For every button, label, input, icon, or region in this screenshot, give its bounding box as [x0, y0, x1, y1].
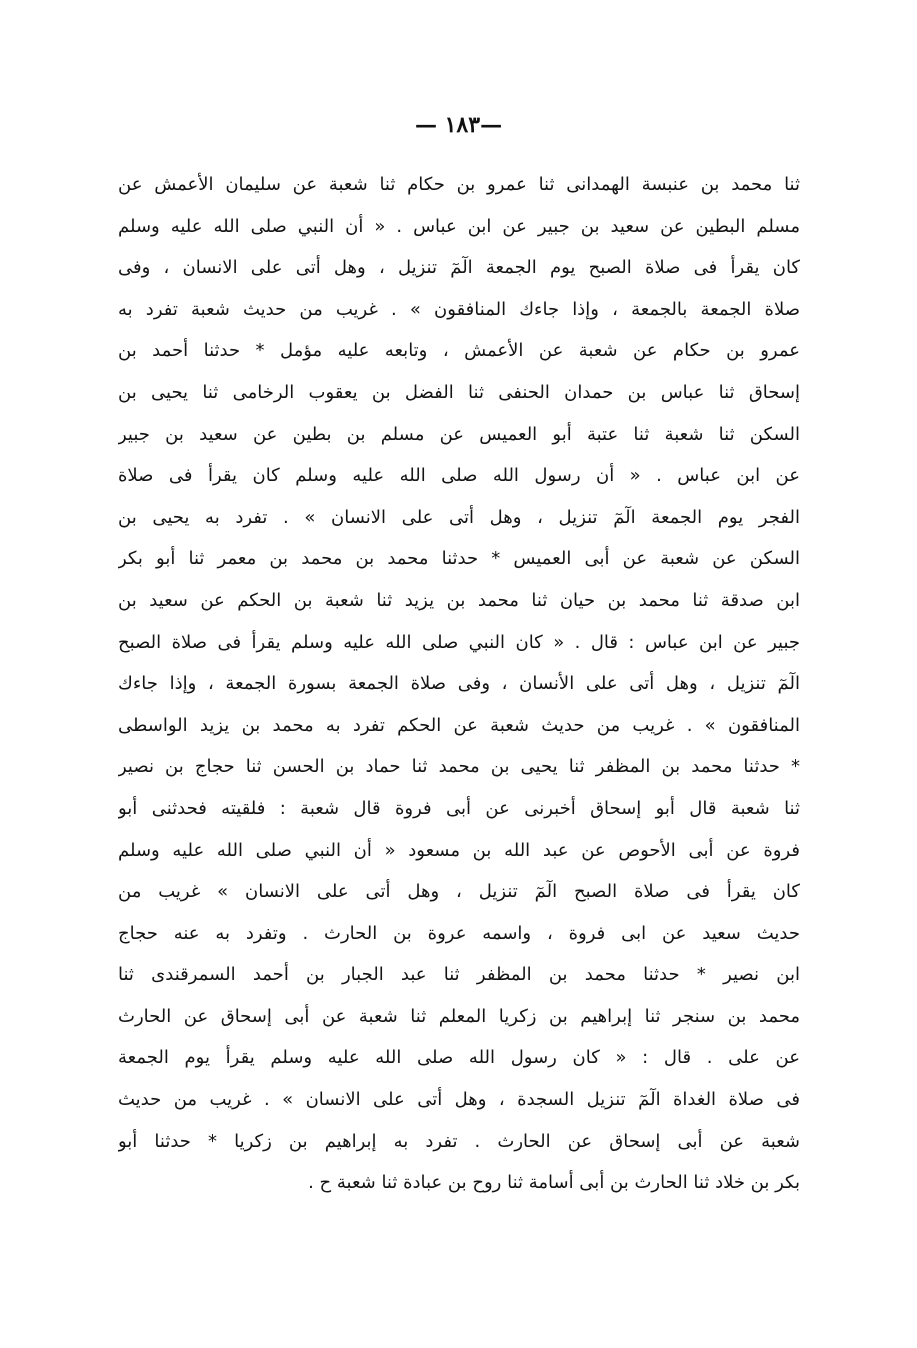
text-line: عمرو بن حكام عن شعبة عن الأعمش ، وتابعه عليه مؤمل * حدثنا أحمد بن: [118, 340, 800, 362]
text-line: * حدثنا محمد بن المظفر ثنا يحيى بن محمد ثنا حماد بن الحسن ثنا حجاج بن نصير: [118, 756, 800, 778]
text-line: ثنا محمد بن عنبسة الهمدانى ثنا عمرو بن حكام ثنا شعبة عن سليمان الأعمش عن: [118, 174, 800, 195]
text-line: بكر بن خلاد ثنا الحارث بن أبى أسامة ثنا روح بن عبادة ثنا شعبة ح .: [308, 1172, 800, 1194]
text-line: الفجر يوم الجمعة الٓمٓ تنزيل ، وهل أتى على الانسان » . تفرد به يحيى بن: [118, 506, 800, 528]
text-line: المنافقون » . غريب من حديث شعبة عن الحكم تفرد به محمد بن يزيد الواسطى: [118, 714, 800, 736]
text-line: جبير عن ابن عباس : قال . « كان النبي صلى الله عليه وسلم يقرأ فى صلاة الصبح: [118, 631, 800, 653]
text-line: شعبة عن أبى إسحاق عن الحارث . تفرد به إبراهيم بن زكريا * حدثنا أبو: [118, 1130, 800, 1152]
text-line: عن على . قال : « كان رسول الله صلى الله عليه وسلم يقرأ يوم الجمعة: [118, 1047, 800, 1069]
text-line: صلاة الجمعة بالجمعة ، وإذا جاءك المنافقون » . غريب من حديث شعبة تفرد به: [118, 298, 800, 320]
text-line: فروة عن أبى الأحوص عن عبد الله بن مسعود « أن النبي صلى الله عليه وسلم: [118, 839, 800, 861]
text-line: السكن ثنا شعبة ثنا عتبة أبو العميس عن مسلم بن بطين عن سعيد بن جبير: [118, 423, 800, 445]
text-line: ثنا شعبة قال أبو إسحاق أخبرنى عن أبى فروة قال شعبة : فلقيته فحدثنى أبو: [118, 797, 800, 819]
text-line: مسلم البطين عن سعيد بن جبير عن ابن عباس . « أن النبي صلى الله عليه وسلم: [118, 215, 800, 237]
page-number: — ١٨٣—: [414, 112, 503, 138]
text-line: حديث سعيد عن ابى فروة ، واسمه عروة بن الحارث . وتفرد به عنه حجاج: [118, 922, 800, 944]
text-line: كان يقرأ فى صلاة الصبح الٓمٓ تنزيل ، وهل أتى على الانسان » غريب من: [118, 881, 800, 903]
text-line: فى صلاة الغداة الٓمٓ تنزيل السجدة ، وهل أتى على الانسان » . غريب من حديث: [118, 1089, 800, 1111]
text-line: الٓمٓ تنزيل ، وهل أتى على الأنسان ، وفى صلاة الجمعة بسورة الجمعة ، وإذا جاءك: [118, 673, 800, 695]
text-line: السكن عن شعبة عن أبى العميس * حدثنا محمد بن محمد بن معمر ثنا أبو بكر: [118, 548, 800, 570]
body-text: [118, 164, 800, 1204]
text-line: عن ابن عباس . « أن رسول الله صلى الله عليه وسلم كان يقرأ فى صلاة: [118, 465, 800, 487]
text-line: محمد بن سنجر ثنا إبراهيم بن زكريا المعلم ثنا شعبة عن أبى إسحاق عن الحارث: [118, 1005, 800, 1027]
text-line: إسحاق ثنا عباس بن حمدان الحنفى ثنا الفضل بن يعقوب الرخامى ثنا يحيى بن: [118, 381, 800, 403]
text-line: كان يقرأ فى صلاة الصبح يوم الجمعة الٓمٓ تنزيل ، وهل أتى على الانسان ، وفى: [118, 257, 800, 279]
text-line: ابن صدقة ثنا محمد بن حيان ثنا محمد بن يزيد ثنا شعبة بن الحكم عن سعيد بن: [118, 589, 800, 611]
text-line: ابن نصير * حدثنا محمد بن المظفر ثنا عبد الجبار بن أحمد السمرقندى ثنا: [118, 964, 800, 986]
